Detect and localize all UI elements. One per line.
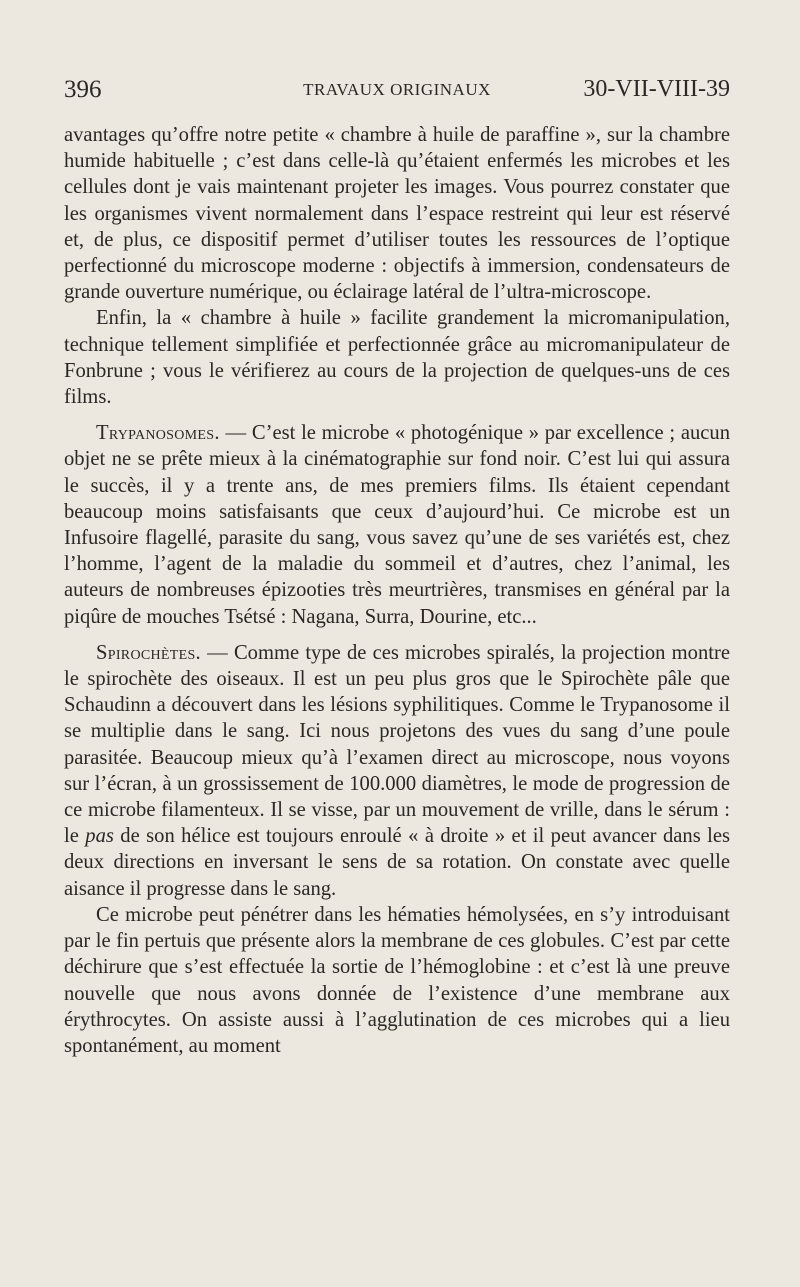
running-header — [64, 76, 730, 110]
body-text — [64, 122, 730, 1059]
paragraph-hematies: Ce microbe peut pénétrer dans les hématies hémolysées, en s’y introduisant par le fin pertuis que présente alors la membrane de ces globules. C’est par cette déchirure que s’est effectuée la sortie de l’hémoglobine : et c’est là une preuve nouvelle que nous avons donnée de l’existence d’une membrane aux érythrocytes. On assiste aussi à l’agglutination de ces microbes qui a lieu spontanément, au moment — [64, 903, 730, 1057]
issue-date: 30-VII-VIII-39 — [583, 76, 730, 102]
page-number: 396 — [64, 76, 102, 103]
paragraph-micromanipulation: Enfin, la « chambre à huile » facilite grandement la micromanipulation, technique tellement simplifiée et perfectionnée grâce au micromanipulateur de Fonbrune ; vous le vérifierez au cours de la projection de quelques-uns de ces films. — [64, 307, 730, 409]
paragraph-text: de son hélice est toujours enroulé « à droite » et il peut avancer dans les deux directions en inversant le sens de sa rotation. On constate avec quelle aisance il progresse dans le sang. — [64, 825, 730, 900]
paragraph-trypanosomes — [64, 420, 730, 630]
journal-title: TRAVAUX ORIGINAUX — [303, 80, 491, 99]
paragraph-continued: avantages qu’offre notre petite « chambre à huile de paraffine », sur la chambre humide habituelle ; c’est dans celle-là qu’étaient enfermés les microbes et les cellules dont je vais maintenant projeter les images. Vous pourrez constater que les organismes vivent normalement dans l’espace restreint qui leur est réservé et, de plus, ce dispositif permet d’utiliser toutes les ressources de l’optique perfectionné du microscope moderne : objectifs à immersion, condensateurs de grande ouverture numérique, ou éclairage latéral de l’ultra-microscope. — [64, 124, 730, 304]
paragraph-text: — C’est le microbe « photogénique » par excellence ; aucun objet ne se prête mieux à la cinématographie sur fond noir. C’est lui qui assura le succès, il y a trente ans, de mes premiers films. Ils étaient cependant beaucoup moins satisfaisants que ceux d’aujourd’hui. Ce microbe est un Infusoire flagellé, parasite du sang, vous savez qu’une de ses variétés est, chez l’homme, l’agent de la maladie du sommeil et d’autres, chez l’animal, les auteurs de nombreuses épizooties très meurtrières, transmises en général par la piqûre de mouches Tsétsé : Nagana, Surra, Dourine, etc... — [64, 422, 730, 628]
emphasis-word: pas — [85, 825, 114, 848]
section-heading-spirochetes: Spirochètes. — [96, 641, 201, 664]
paragraph-text: — Comme type de ces microbes spiralés, la projection montre le spirochète des oiseaux. Il est un peu plus gros que le Spirochète pâle que Schaudinn a découvert dans les lésions syphilitiques. Comme le Trypanosome il se multiplie dans le sang. Ici nous projetons des vues du sang d’une poule parasitée. Beaucoup mieux qu’à l’examen direct au microscope, nous voyons sur l’écran, à un grossissement de 100.000 diamètres, le mode de progression de ce microbe filamenteux. Il se visse, par un mouvement de vrille, dans le sérum : le — [64, 641, 730, 848]
section-heading-trypanosomes: Trypanosomes. — [96, 422, 220, 445]
paragraph-spirochetes — [64, 640, 730, 902]
